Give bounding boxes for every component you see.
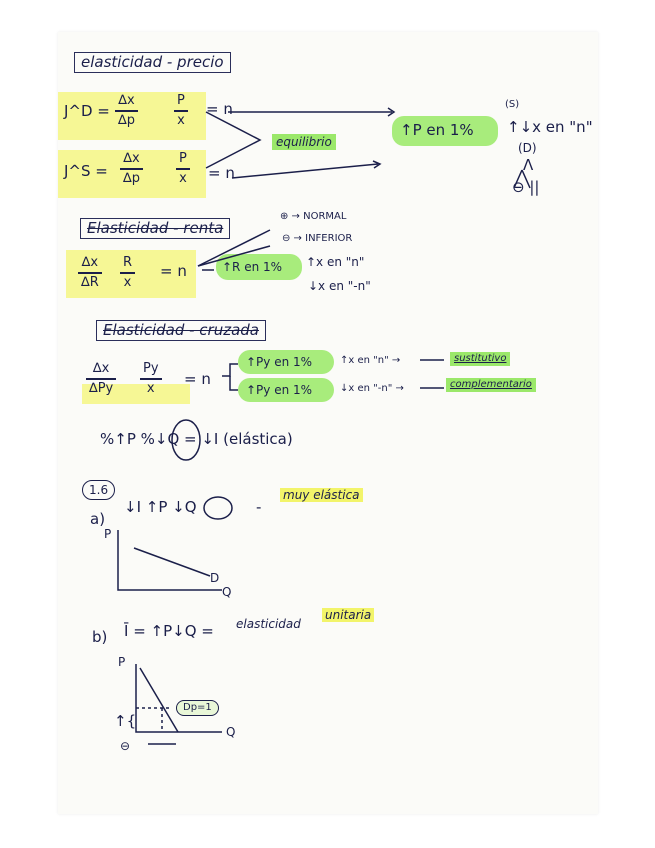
part-b-text: Ī = ↑P↓Q = (124, 622, 214, 640)
frac-den: x (123, 274, 132, 290)
part-a-text: ↓I ↑P ↓Q (124, 498, 197, 516)
dp1-badge: Dp=1 (176, 700, 219, 716)
axes-b (136, 664, 222, 732)
curve-d-label: D (210, 571, 220, 585)
demand-tag: (D) (518, 141, 537, 155)
muy-elastica-label: muy elástica (280, 488, 363, 502)
cruzada-eq-n: = n (184, 370, 211, 388)
left-brace: ↑{ (114, 712, 137, 730)
price-up-1pct: ↑P en 1% (400, 121, 474, 139)
inferior-label: ⊖ → INFERIOR (282, 233, 353, 244)
axis-q-label-b: Q (226, 725, 236, 739)
demand-eq-n: = n (206, 100, 233, 118)
x-up-n-arrow: ↑x en "n" → (340, 355, 401, 366)
arrow-branch-down (230, 376, 238, 390)
demand-curve-a (134, 548, 210, 576)
exercise-number: 1.6 (82, 480, 115, 500)
frac-den: ∆Py (89, 380, 114, 396)
arrow-to-p-up-lower (232, 164, 378, 178)
renta-up-1pct: ↑R en 1% (222, 260, 283, 274)
axis-q-label-a: Q (222, 585, 232, 599)
caret-strokes (514, 170, 530, 188)
axis-p-label-a: P (104, 527, 112, 541)
demand-lhs: J^D = (64, 102, 110, 120)
supply-eq-n: = n (208, 164, 235, 182)
frac-den: x (179, 170, 187, 186)
axes-a (118, 530, 222, 590)
arrow-up-branch (198, 230, 270, 266)
frac-den: ∆R (81, 274, 99, 290)
sign-pair: ⊖ || (512, 178, 540, 196)
x-up-n: ↑x en "n" (306, 255, 365, 269)
caret-symbol: Λ (523, 156, 534, 174)
supply-lhs: J^S = (64, 162, 108, 180)
frac-den: x (177, 112, 185, 128)
frac-num: P (177, 93, 185, 108)
axis-p-label-b: P (118, 655, 126, 669)
frac-num: ∆x (92, 361, 110, 376)
frac-num: ∆x (118, 93, 135, 108)
frac-den: x (146, 380, 155, 396)
section-title-renta: Elasticidad - renta (80, 218, 230, 239)
circle-q-a (204, 497, 232, 519)
supply-tag: (S) (505, 99, 520, 110)
frac-den: ∆p (118, 112, 135, 128)
normal-label: ⊕ → NORMAL (280, 211, 347, 222)
frac-num: ∆x (123, 151, 140, 166)
part-a-dash: - (256, 498, 262, 516)
x-down-n-arrow: ↓x en "-n" → (340, 383, 404, 394)
circle-down-q (172, 420, 200, 460)
part-b-label: b) (92, 628, 108, 646)
equilibrio-label: equilibrio (272, 134, 336, 150)
unitaria-label: unitaria (322, 608, 374, 622)
complementario-label: complementario (446, 378, 536, 392)
frac-num: P (179, 151, 187, 166)
arrow-mid-branch (198, 246, 270, 266)
renta-eq-n: = n (160, 262, 187, 280)
frac-num: Py (143, 361, 159, 376)
py-up-1pct-1: ↑Py en 1% (246, 355, 313, 369)
arrow-branch-up (222, 364, 238, 376)
frac-den: ∆p (123, 170, 140, 186)
minus-sign: ⊖ (120, 739, 131, 753)
qty-change: ↑↓x en "n" (507, 118, 593, 136)
section-title-precio: elasticidad - precio (74, 52, 231, 73)
brace-arrows (206, 112, 260, 168)
x-down-n: ↓x en "-n" (308, 279, 371, 293)
part-a-label: a) (90, 510, 106, 528)
demand-curve-b (140, 668, 178, 732)
frac-num: ∆x (81, 255, 99, 270)
elastic-line: %↑P %↓Q = ↓I (elástica) (100, 430, 293, 448)
elasticidad-label: elasticidad (236, 617, 301, 631)
py-up-1pct-2: ↑Py en 1% (246, 383, 313, 397)
frac-num: R (123, 255, 133, 270)
section-title-cruzada: Elasticidad - cruzada (96, 320, 266, 341)
sustitutivo-label: sustitutivo (450, 352, 510, 366)
